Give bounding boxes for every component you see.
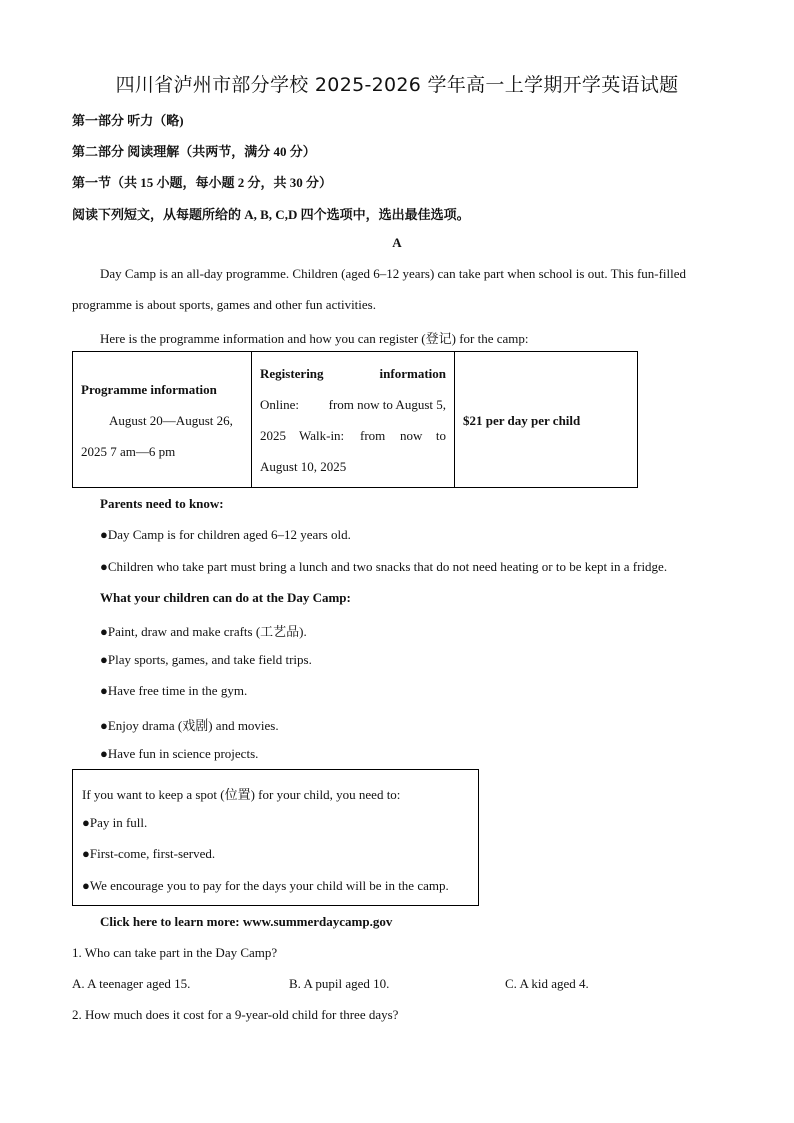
exam-title: 四川省泸州市部分学校 2025-2026 学年高一上学期开学英语试题	[115, 74, 679, 96]
registering-info-cell	[252, 352, 455, 487]
activity-item: ●Have free time in the gym.	[100, 683, 248, 698]
parents-heading: Parents need to know:	[100, 496, 224, 511]
register-online-year: 2025	[260, 428, 286, 443]
parents-item: ●Children who take part must bring a lunch and two snacks that do not need heating or to be kept in a fridge.	[100, 559, 668, 574]
reservation-item: ●We encourage you to pay for the days your child will be in the camp.	[82, 878, 449, 893]
register-walkin-word-from: from	[360, 428, 386, 443]
section1-heading: 第一节（共 15 小题，每小题 2 分，共 30 分）	[72, 175, 333, 190]
activity-item: ●Paint, draw and make crafts (工艺品).	[100, 624, 307, 639]
price-cell	[455, 352, 637, 487]
question1-stem: 1. Who can take part in the Day Camp?	[72, 945, 278, 960]
question2-stem: 2. How much does it cost for a 9-year-old child for three days?	[72, 1007, 399, 1022]
register-walkin-word-now: now	[400, 428, 423, 443]
reservation-item: ●Pay in full.	[82, 815, 148, 830]
instruction-text: 阅读下列短文，从每题所给的 A, B, C,D 四个选项中，选出最佳选项。	[72, 207, 470, 222]
paragraph1-line2: programme is about sports, games and other fun activities.	[72, 297, 376, 312]
register-walkin-date: August 10, 2025	[260, 459, 347, 474]
reservation-box	[72, 769, 479, 906]
programme-info-cell	[73, 352, 252, 487]
question1-option-b: B. A pupil aged 10.	[289, 976, 390, 991]
reservation-intro: If you want to keep a spot (位置) for your child, you need to:	[82, 787, 401, 802]
register-walkin-label: Walk-in:	[299, 428, 345, 443]
question1-option-c: C. A kid aged 4.	[505, 976, 589, 991]
programme-table	[72, 351, 638, 488]
paragraph2: Here is the programme information and how you can register (登记) for the camp:	[100, 331, 529, 346]
part2-heading: 第二部分 阅读理解（共两节，满分 40 分）	[72, 144, 316, 159]
register-online-label: Online:	[260, 397, 299, 412]
paragraph1-line1: Day Camp is an all-day programme. Children (aged 6–12 years) can take part when school is out. This fun-filled	[100, 266, 687, 281]
programme-dates: August 20—August 26,	[109, 413, 233, 428]
parents-item: ●Day Camp is for children aged 6–12 years old.	[100, 527, 351, 542]
registering-heading-word2: information	[379, 366, 446, 381]
passage-label: A	[392, 235, 402, 250]
programme-info-heading: Programme information	[81, 382, 217, 397]
learn-more-link[interactable]: Click here to learn more: www.summerdaycamp.gov	[100, 914, 393, 929]
activity-item: ●Play sports, games, and take field trips.	[100, 652, 312, 667]
reservation-item: ●First-come, first-served.	[82, 846, 216, 861]
activity-item: ●Have fun in science projects.	[100, 746, 259, 761]
part1-heading: 第一部分 听力（略)	[72, 113, 184, 128]
question1-option-a: A. A teenager aged 15.	[72, 976, 191, 991]
registering-heading-word1: Registering	[260, 366, 324, 381]
price-text: $21 per day per child	[463, 413, 581, 428]
activity-item: ●Enjoy drama (戏剧) and movies.	[100, 718, 279, 733]
programme-hours: 2025 7 am—6 pm	[81, 444, 176, 459]
register-walkin-word-to: to	[435, 428, 446, 443]
activities-heading: What your children can do at the Day Camp:	[100, 590, 351, 605]
register-online-dates: from now to August 5,	[328, 397, 446, 412]
